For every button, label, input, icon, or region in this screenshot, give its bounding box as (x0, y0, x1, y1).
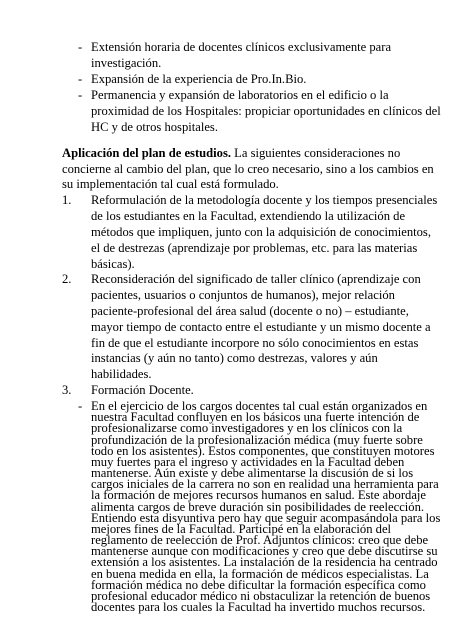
sub-bullet-text: reglamento de reelección de Prof. Adjuntos clínicos: creo que debe (91, 533, 429, 547)
list-number: 2. (62, 272, 72, 286)
sub-bullet-marker: - (78, 399, 83, 413)
sub-bullet-text: la formación de mejores recursos humanos en salud. Este abordaje (91, 488, 427, 502)
list-item-text: Formación Docente. (91, 383, 194, 397)
bullet-text: Extensión horaria de docentes clínicos exclusivamente para (91, 40, 392, 54)
bullet-marker: - (78, 40, 83, 54)
list-number: 3. (62, 383, 72, 397)
sub-bullet-text: cargos iniciales de la carrera no son en realidad una herramienta para (91, 477, 439, 491)
sub-bullet-text: profesional educador médico ni obstaculizar la retención de buenos (91, 589, 431, 603)
bullet-text: investigación. (91, 56, 162, 70)
sub-bullet-text: todo en los asistentes). Estos componentes, que constituyen motores (91, 444, 435, 458)
sub-bullet-text: extensión a los asistentes. La instalación de la residencia ha centrado (91, 555, 438, 569)
sub-bullet-text: Entiendo esta disyuntiva pero hay que seguir acompasándola para los (91, 511, 441, 525)
sub-bullet-text: nuestra Facultad confluyen en los básicos una fuerte intención de (91, 410, 420, 424)
list-item-text: básicas). (91, 257, 135, 271)
list-item-text: paciente-profesional del área salud (docente o no) – estudiante, (91, 304, 409, 318)
bullet-text: proximidad de los Hospitales: propiciar oportunidades en clínicos del (91, 104, 441, 118)
section-paragraph-first-line (62, 146, 400, 162)
bullet-text: Expansión de la experiencia de Pro.In.Bio. (91, 72, 307, 86)
list-number: 1. (62, 193, 72, 207)
sub-bullet-text: mejores fines de la Facultad. Participé en la elaboración del (91, 522, 392, 536)
section-intro-line: su implementación tal cual está formulado. (62, 177, 279, 191)
list-item-text: Reconsideración del significado de taller clínico (aprendizaje con (91, 272, 421, 286)
sub-bullet-text: formación médica no debe dificultar la formación específica como (91, 578, 426, 592)
list-item-text: de los estudiantes en la Facultad, extendiendo la utilización de (91, 209, 406, 223)
list-item-text: métodos que impliquen, junto con la adquisición de conocimientos, (91, 225, 431, 239)
section-intro: La siguientes consideraciones no (231, 146, 401, 160)
bullet-text: HC y de otros hospitales. (91, 120, 218, 134)
list-item-text: instancias (y aún no tanto) como destrezas, valores y aún (91, 351, 378, 365)
bullet-marker: - (78, 88, 83, 102)
sub-bullet-text: muy fuertes para el ingreso y actividades en la Facultad deben (91, 455, 405, 469)
list-item-text: mayor tiempo de contacto entre el estudiante y un mismo docente a (91, 320, 431, 334)
sub-bullet-text: En el ejercicio de los cargos docentes tal cual están organizados en (91, 399, 428, 413)
list-item-text: pacientes, usuarios o conjuntos de humanos), mejor relación (91, 288, 395, 302)
section-heading: Aplicación del plan de estudios. (62, 146, 231, 160)
list-item-text: el de destrezas (aprendizaje por problemas, etc. para las materias (91, 241, 418, 255)
sub-bullet-text: alimenta cargos de breve duración sin posibilidades de reelección. (91, 500, 425, 514)
section-intro-line: concierne al cambio del plan, que lo creo necesario, sino a los cambios en (62, 162, 434, 176)
list-item-text: fin de que el estudiante incorpore no sólo conocimientos en estas (91, 336, 419, 350)
list-item-text: Reformulación de la metodología docente y los tiempos presenciales (91, 193, 438, 207)
bullet-text: Permanencia y expansión de laboratorios en el edificio o la (91, 88, 389, 102)
sub-bullet-text: profesionalizarse como investigadores y en los clínicos con la (91, 421, 403, 435)
sub-bullet-text: docentes para los cuales la Facultad ha invertido muchos recursos. (91, 600, 426, 614)
sub-bullet-text: mantenerse. Aún existe y debe alimentarse la discusión de si los (91, 466, 414, 480)
sub-bullet-text: en buena medida en ella, la formación de médicos especialistas. La (91, 567, 429, 581)
sub-bullet-text: mantenerse aunque con modificaciones y creo que debe discutirse su (91, 544, 438, 558)
list-item-text: habilidades. (91, 367, 152, 381)
sub-bullet-text: profundización de la profesionalización médica (muy fuerte sobre (91, 433, 423, 447)
bullet-marker: - (78, 72, 83, 86)
